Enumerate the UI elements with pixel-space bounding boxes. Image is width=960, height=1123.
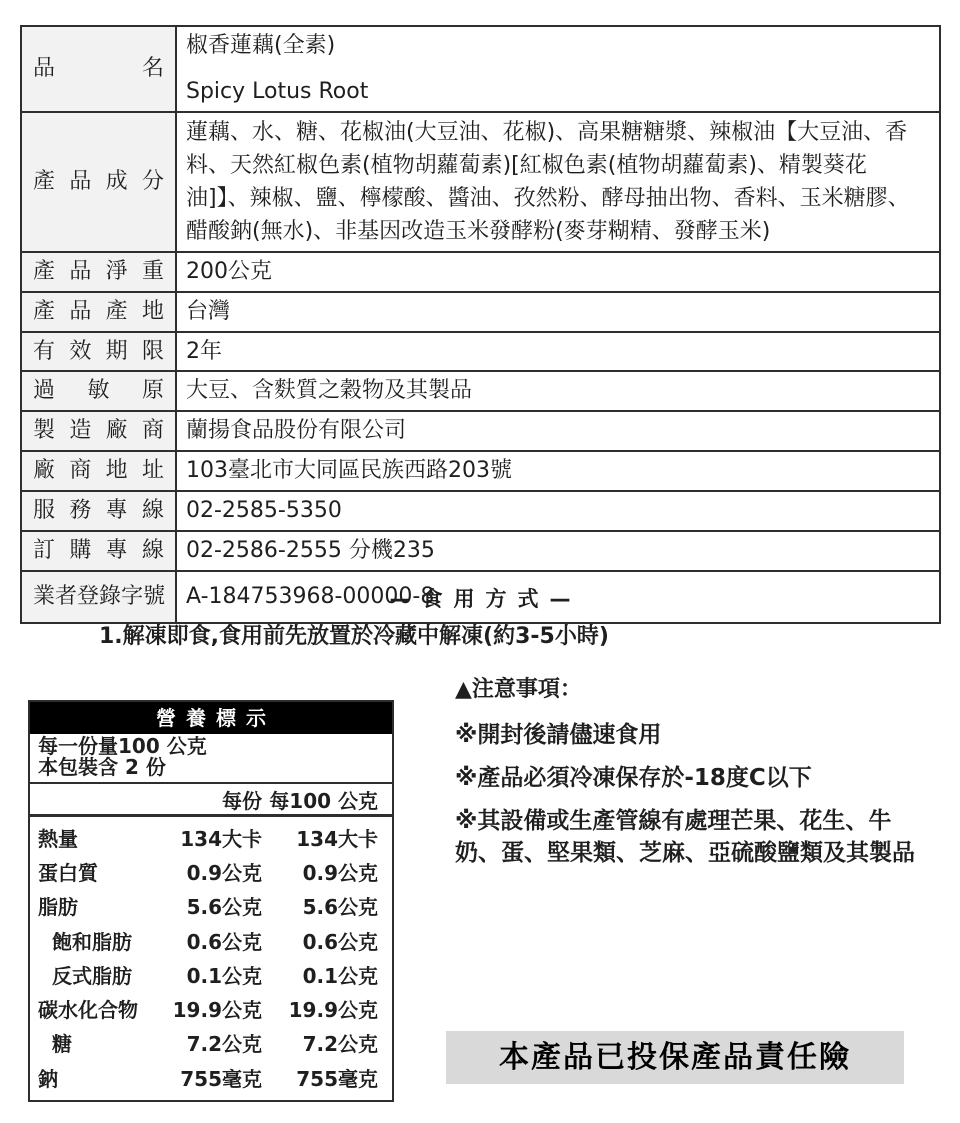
- row-origin: [21, 292, 940, 332]
- note-allergen-facility: ※其設備或生產管線有處理芒果、花生、牛奶、蛋、堅果類、芝麻、亞硫酸鹽類及其製品: [455, 808, 915, 866]
- manufacturer-address-label: 廠 商 地 址: [21, 451, 176, 491]
- product-name-value: [176, 26, 940, 112]
- nutrition-row-protein: 蛋白質 0.9公克 0.9公克: [38, 860, 378, 885]
- col-header-per-serving: 每份: [222, 788, 262, 813]
- allergens-label: 過 敏 原: [21, 371, 176, 411]
- order-line-label: 訂 購 專 線: [21, 531, 176, 571]
- row-service-line: [21, 491, 940, 531]
- row-ingredients: [21, 112, 940, 252]
- net-weight-label: 產 品 淨 重: [21, 252, 176, 292]
- nutrition-serving-info: [30, 734, 392, 784]
- nutrition-row-sodium: 鈉 755毫克 755毫克: [38, 1066, 378, 1091]
- product-name-label: 品 名: [21, 26, 176, 112]
- row-net-weight: [21, 252, 940, 292]
- ingredients-label: 產 品 成 分: [21, 112, 176, 252]
- nutrition-row-sugar: 糖 7.2公克 7.2公克: [52, 1032, 378, 1057]
- nutrition-row-saturated-fat: 飽和脂肪 0.6公克 0.6公克: [52, 929, 378, 954]
- nutrition-row-carbohydrate: 碳水化合物 19.9公克 19.9公克: [38, 998, 378, 1023]
- insurance-banner: 本產品已投保產品責任險: [446, 1031, 904, 1084]
- row-shelf-life: [21, 332, 940, 372]
- servings-per-package: 本包裝含 2 份: [38, 755, 166, 779]
- service-line-label: 服 務 專 線: [21, 491, 176, 531]
- usage-section-title: —食用方式—: [389, 587, 582, 611]
- notes-heading: ▲注意事項：: [455, 677, 582, 702]
- nutrition-facts-table: [28, 700, 394, 1102]
- registration-number-value: A-184753968-00000-8: [176, 571, 940, 623]
- row-manufacturer: [21, 411, 940, 451]
- row-allergens: [21, 371, 940, 411]
- shelf-life-label: 有 效 期 限: [21, 332, 176, 372]
- product-spec-table: [20, 25, 941, 624]
- net-weight-value: 200公克: [176, 252, 940, 292]
- row-manufacturer-address: [21, 451, 940, 491]
- nutrition-row-fat: 脂肪 5.6公克 5.6公克: [38, 895, 378, 920]
- product-name-zh: 椒香蓮藕(全素): [186, 33, 336, 58]
- notes-section: [455, 672, 937, 880]
- note-frozen-storage: ※產品必須冷凍保存於-18度C以下: [455, 765, 812, 791]
- product-name-en: Spicy Lotus Root: [186, 78, 369, 104]
- row-product-name: [21, 26, 940, 112]
- manufacturer-value: 蘭揚食品股份有限公司: [176, 411, 940, 451]
- ingredients-value: 蓮藕、水、糖、花椒油(大豆油、花椒)、高果糖糖漿、辣椒油【大豆油、香料、天然紅椒色素(植物胡蘿蔔素)[紅椒色素(植物胡蘿蔔素)、精製葵花油]】、辣椒、鹽、檸檬酸、醬油、孜然粉、酵母抽出物、香料、玉米糖膠、醋酸鈉(無水)、非基因改造玉米發酵粉(麥芽糊精、發酵玉米): [176, 112, 940, 252]
- order-line-value: 02-2586-2555 分機235: [176, 531, 940, 571]
- shelf-life-value: 2年: [176, 332, 940, 372]
- col-header-per-100g: 每100 公克: [269, 788, 378, 813]
- row-order-line: [21, 531, 940, 571]
- origin-value: 台灣: [176, 292, 940, 332]
- nutrition-column-headers: [30, 784, 392, 817]
- nutrition-row-calories: 熱量 134大卡 134大卡: [38, 826, 378, 851]
- serving-size: 每一份量100 公克: [38, 734, 207, 758]
- origin-label: 產 品 產 地: [21, 292, 176, 332]
- manufacturer-address-value: 103臺北市大同區民族西路203號: [176, 451, 940, 491]
- nutrition-rows: [30, 817, 392, 1100]
- allergens-value: 大豆、含麩質之穀物及其製品: [176, 371, 940, 411]
- nutrition-row-trans-fat: 反式脂肪 0.1公克 0.1公克: [52, 963, 378, 988]
- usage-instruction: 1.解凍即食,食用前先放置於冷藏中解凍(約3-5小時): [99, 624, 609, 649]
- service-line-value: 02-2585-5350: [176, 491, 940, 531]
- manufacturer-label: 製 造 廠 商: [21, 411, 176, 451]
- registration-number-label: 業 者 登 錄 字 號: [21, 571, 176, 623]
- nutrition-title: 營養標示: [30, 702, 392, 734]
- note-consume-quickly: ※開封後請儘速食用: [455, 722, 662, 748]
